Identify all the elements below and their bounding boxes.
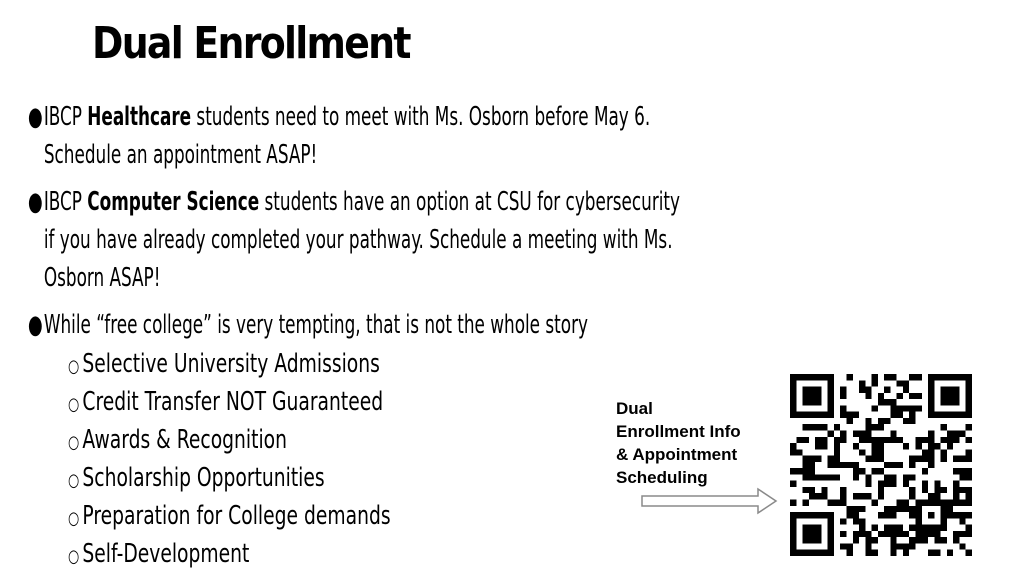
bullet-continuation: Schedule an appointment ASAP! bbox=[43, 140, 318, 170]
bullet-text: students need to meet with Ms. Osborn before May 6. bbox=[191, 102, 651, 132]
sub-item: ○ Awards & Recognition bbox=[68, 421, 287, 462]
bullet-healthcare bbox=[28, 98, 650, 174]
qr-caption: Dual Enrollment Info & Appointment Scheduling bbox=[616, 399, 741, 487]
circle-bullet-icon: ○ bbox=[68, 432, 80, 453]
circle-bullet-icon: ○ bbox=[68, 546, 80, 567]
right-arrow-icon bbox=[640, 486, 780, 516]
bullet-prefix: IBCP bbox=[43, 102, 88, 132]
circle-bullet-icon: ○ bbox=[68, 508, 80, 529]
bullet-computer-science bbox=[28, 183, 680, 297]
circle-bullet-icon: ○ bbox=[68, 356, 80, 377]
bullet-dot-icon: ● bbox=[28, 102, 43, 132]
sub-item: ○ Scholarship Opportunities bbox=[68, 459, 325, 500]
bullet-dot-icon: ● bbox=[28, 310, 43, 340]
sub-item: ○ Preparation for College demands bbox=[68, 497, 391, 538]
bullet-free-college bbox=[28, 306, 588, 344]
circle-bullet-icon: ○ bbox=[68, 470, 80, 491]
bullet-text: students have an option at CSU for cybersecurity bbox=[259, 187, 681, 217]
page-title: Dual Enrollment bbox=[92, 18, 410, 69]
bullet-bold-term: Computer Science bbox=[87, 187, 260, 217]
qr-code-icon[interactable] bbox=[790, 374, 972, 556]
sub-item: ○ Credit Transfer NOT Guaranteed bbox=[68, 383, 383, 424]
bullet-continuation: Osborn ASAP! bbox=[43, 263, 161, 293]
bullet-prefix: IBCP bbox=[43, 187, 88, 217]
sub-item: ○ Selective University Admissions bbox=[68, 345, 380, 386]
bullet-dot-icon: ● bbox=[28, 187, 43, 217]
sub-item: ○ Self-Development bbox=[68, 535, 249, 576]
bullet-bold-term: Healthcare bbox=[87, 102, 192, 132]
bullet-text: While “free college” is very tempting, that is not the whole story bbox=[43, 310, 588, 340]
bullet-continuation: if you have already completed your pathway. Schedule a meeting with Ms. bbox=[43, 225, 673, 255]
circle-bullet-icon: ○ bbox=[68, 394, 80, 415]
